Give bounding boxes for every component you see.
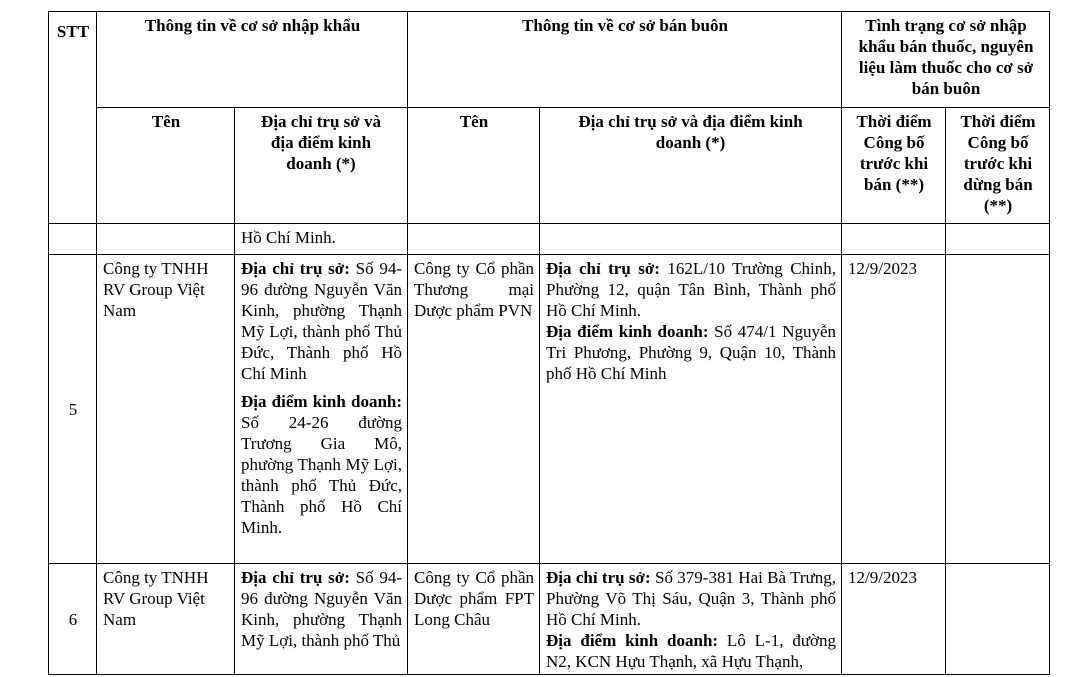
header-row-1 <box>49 12 1050 108</box>
wholesaler-address <box>540 255 842 564</box>
continuation-time-stop <box>946 224 1050 255</box>
wholesaler-address <box>540 564 842 675</box>
hq-text: Số 94-96 đường Nguyễn Văn Kinh, phường Thạnh Mỹ Lợi, thành phố Thủ Đức, Thành phố Hồ Chí Minh <box>241 259 403 383</box>
row-stt: 6 <box>49 564 97 675</box>
time-before: 12/9/2023 <box>842 564 946 675</box>
row-stt: 5 <box>49 255 97 564</box>
w-hq-text: 162L/10 Trường Chinh, Phường 12, quận Tân Bình, Thành phố Hồ Chí Minh. <box>546 259 837 320</box>
importer-name-header: Tên <box>97 108 235 224</box>
header-row-2 <box>49 108 1050 224</box>
continuation-address: Hồ Chí Minh. <box>235 224 408 255</box>
hq-label: Địa chỉ trụ sở: <box>241 568 350 587</box>
w-biz-text: Số 474/1 Nguyễn Tri Phương, Phường 9, Quận 10, Thành phố Hồ Chí Minh <box>546 322 837 383</box>
wholesaler-info-header: Thông tin về cơ sở bán buôn <box>408 12 842 108</box>
importer-address <box>235 564 408 675</box>
w-biz-text: Lô L-1, đường N2, KCN Hựu Thạnh, xã Hựu Thạnh, <box>546 631 837 671</box>
continuation-wholesaler <box>408 224 540 255</box>
importer-address <box>235 255 408 564</box>
biz-label: Địa điểm kinh doanh: <box>241 392 403 411</box>
wholesaler-name: Công ty Cổ phần Dược phẩm FPT Long Châu <box>408 564 540 675</box>
continuation-time-before <box>842 224 946 255</box>
time-stop-header: Thời điểm Công bố trước khi dừng bán (**) <box>946 108 1050 224</box>
continuation-stt <box>49 224 97 255</box>
status-header: Tình trạng cơ sở nhập khẩu bán thuốc, nguyên liệu làm thuốc cho cơ sở bán buôn <box>842 12 1050 108</box>
w-hq-label: Địa chỉ trụ sở: <box>546 259 660 278</box>
registry-table <box>48 11 1050 675</box>
continuation-wholesaler-address <box>540 224 842 255</box>
wholesaler-name-header: Tên <box>408 108 540 224</box>
w-hq-label: Địa chỉ trụ sở: <box>546 568 651 587</box>
importer-name: Công ty TNHH RV Group Việt Nam <box>97 564 235 675</box>
hq-label: Địa chỉ trụ sở: <box>241 259 350 278</box>
w-biz-label: Địa điểm kinh doanh: <box>546 631 719 650</box>
stt-header: STT <box>49 12 97 224</box>
hq-text: Số 94-96 đường Nguyễn Văn Kinh, phường Thạnh Mỹ Lợi, thành phố Thủ <box>241 568 403 650</box>
table-row <box>49 255 1050 564</box>
w-biz-label: Địa điểm kinh doanh: <box>546 322 709 341</box>
biz-text: Số 24-26 đường Trương Gia Mô, phường Thạnh Mỹ Lợi, thành phố Thủ Đức, Thành phố Hồ Chí Minh. <box>241 413 403 537</box>
time-before: 12/9/2023 <box>842 255 946 564</box>
time-stop <box>946 255 1050 564</box>
wholesaler-name: Công ty Cổ phần Thương mại Dược phẩm PVN <box>408 255 540 564</box>
importer-info-header: Thông tin về cơ sở nhập khẩu <box>97 12 408 108</box>
importer-name: Công ty TNHH RV Group Việt Nam <box>97 255 235 564</box>
continuation-row <box>49 224 1050 255</box>
continuation-name <box>97 224 235 255</box>
table-row <box>49 564 1050 675</box>
w-hq-text: Số 379-381 Hai Bà Trưng, Phường Võ Thị Sáu, Quận 3, Thành phố Hồ Chí Minh. <box>546 568 837 629</box>
time-stop <box>946 564 1050 675</box>
time-before-header: Thời điểm Công bố trước khi bán (**) <box>842 108 946 224</box>
wholesaler-address-header: Địa chỉ trụ sở và địa điểm kinh doanh (*) <box>540 108 842 224</box>
importer-address-header: Địa chỉ trụ sở và địa điểm kinh doanh (*) <box>235 108 408 224</box>
